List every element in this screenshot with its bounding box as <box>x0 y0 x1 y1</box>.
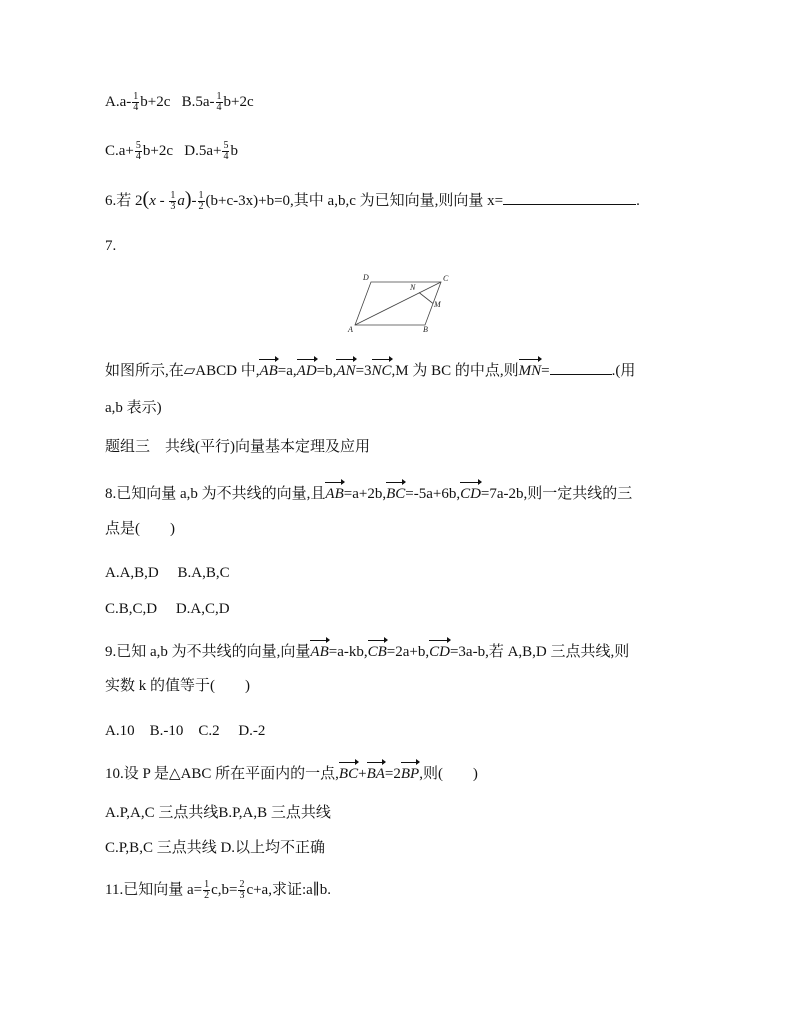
question-8-line2: 点是( ) <box>105 521 175 537</box>
fraction: $\frac{2}{3}$ <box>239 879 245 902</box>
fraction: $\frac{1}{4}$ <box>133 91 139 114</box>
fraction: $\frac{5}{4}$ <box>135 140 141 163</box>
diagonal-ac <box>355 282 441 325</box>
segment-mn <box>419 293 433 304</box>
vector-an: AN <box>336 359 355 381</box>
paren-close: ) <box>184 188 192 210</box>
question-7-line2: a,b 表示) <box>105 400 162 416</box>
vector-nc: NC <box>372 359 392 381</box>
q5-options-line2: C.a+ $\frac{5}{4}$ b+2c D.5a+ $\frac{5}{4}$ b <box>105 140 238 163</box>
question-10-options-1: A.P,A,C 三点共线B.P,A,B 三点共线 <box>105 805 331 821</box>
vector-bc: BC <box>386 482 405 504</box>
answer-blank[interactable] <box>503 190 636 205</box>
vector-cd: CD <box>460 482 481 504</box>
answer-blank[interactable] <box>550 360 612 375</box>
question-9: 9.已知 a,b 为不共线的向量,向量AB=a-kb,CB=2a+b,CD=3a-b,若 A,B,D 三点共线,则 <box>105 640 629 662</box>
parallelogram-diagram <box>340 270 460 338</box>
question-6: 6.若 2(x - $\frac{1}{3}$ a)- $\frac{1}{2}$ (b+c-3x)+b=0,其中 a,b,c 为已知向量,则向量 x= . <box>105 188 640 213</box>
option-c-text: C.a+ <box>105 143 134 159</box>
label-a: A <box>348 325 353 334</box>
question-9-line2: 实数 k 的值等于( ) <box>105 678 250 694</box>
option-d-text: D.5a+ <box>184 143 222 159</box>
vector-ab: AB <box>325 482 343 504</box>
fraction: $\frac{1}{4}$ <box>216 91 222 114</box>
question-11: 11.已知向量 a= $\frac{1}{2}$ c,b= $\frac{2}{3}$ c+a,求证:a∥b. <box>105 879 331 902</box>
label-m: M <box>434 300 441 309</box>
question-7-number: 7. <box>105 238 117 254</box>
label-c: C <box>443 274 449 283</box>
question-8-options-2: C.B,C,D D.A,C,D <box>105 601 230 617</box>
vector-bc: BC <box>339 762 358 784</box>
fraction: $\frac{1}{2}$ <box>204 879 210 902</box>
fraction: $\frac{1}{2}$ <box>198 190 204 213</box>
vector-bp: BP <box>401 762 419 784</box>
vector-ba: BA <box>367 762 385 784</box>
q5-options-line1: A.a- $\frac{1}{4}$ b+2c B.5a- $\frac{1}{4}$ b+2c <box>105 91 254 114</box>
parallelogram-figure <box>340 270 460 338</box>
vector-cb: CB <box>368 640 387 662</box>
fraction: $\frac{5}{4}$ <box>223 140 229 163</box>
question-9-options: A.10 B.-10 C.2 D.-2 <box>105 723 266 739</box>
section-title: 题组三 共线(平行)向量基本定理及应用 <box>105 439 370 455</box>
vector-cd: CD <box>429 640 450 662</box>
question-10: 10.设 P 是△ABC 所在平面内的一点,BC+BA=2BP,则( ) <box>105 762 478 784</box>
vector-ab: AB <box>310 640 328 662</box>
paren-open: ( <box>142 188 150 210</box>
question-8: 8.已知向量 a,b 为不共线的向量,且AB=a+2b,BC=-5a+6b,CD=7a-2b,则一定共线的三 <box>105 482 632 504</box>
vector-ab: AB <box>259 359 277 381</box>
vector-ad: AD <box>297 359 317 381</box>
option-a-text: A.a- <box>105 94 132 110</box>
question-8-options-1: A.A,B,D B.A,B,C <box>105 565 230 581</box>
label-n: N <box>410 283 416 292</box>
option-b-text: B.5a- <box>181 94 215 110</box>
question-10-options-2: C.P,B,C 三点共线 D.以上均不正确 <box>105 840 326 856</box>
question-7-text: 如图所示,在▱ABCD 中,AB=a,AD=b,AN=3NC,M 为 BC 的中点,则MN= .(用 <box>105 359 635 381</box>
fraction: $\frac{1}{3}$ <box>170 190 176 213</box>
label-d: D <box>363 273 369 282</box>
vector-mn: MN <box>519 359 542 381</box>
label-b: B <box>423 325 428 334</box>
